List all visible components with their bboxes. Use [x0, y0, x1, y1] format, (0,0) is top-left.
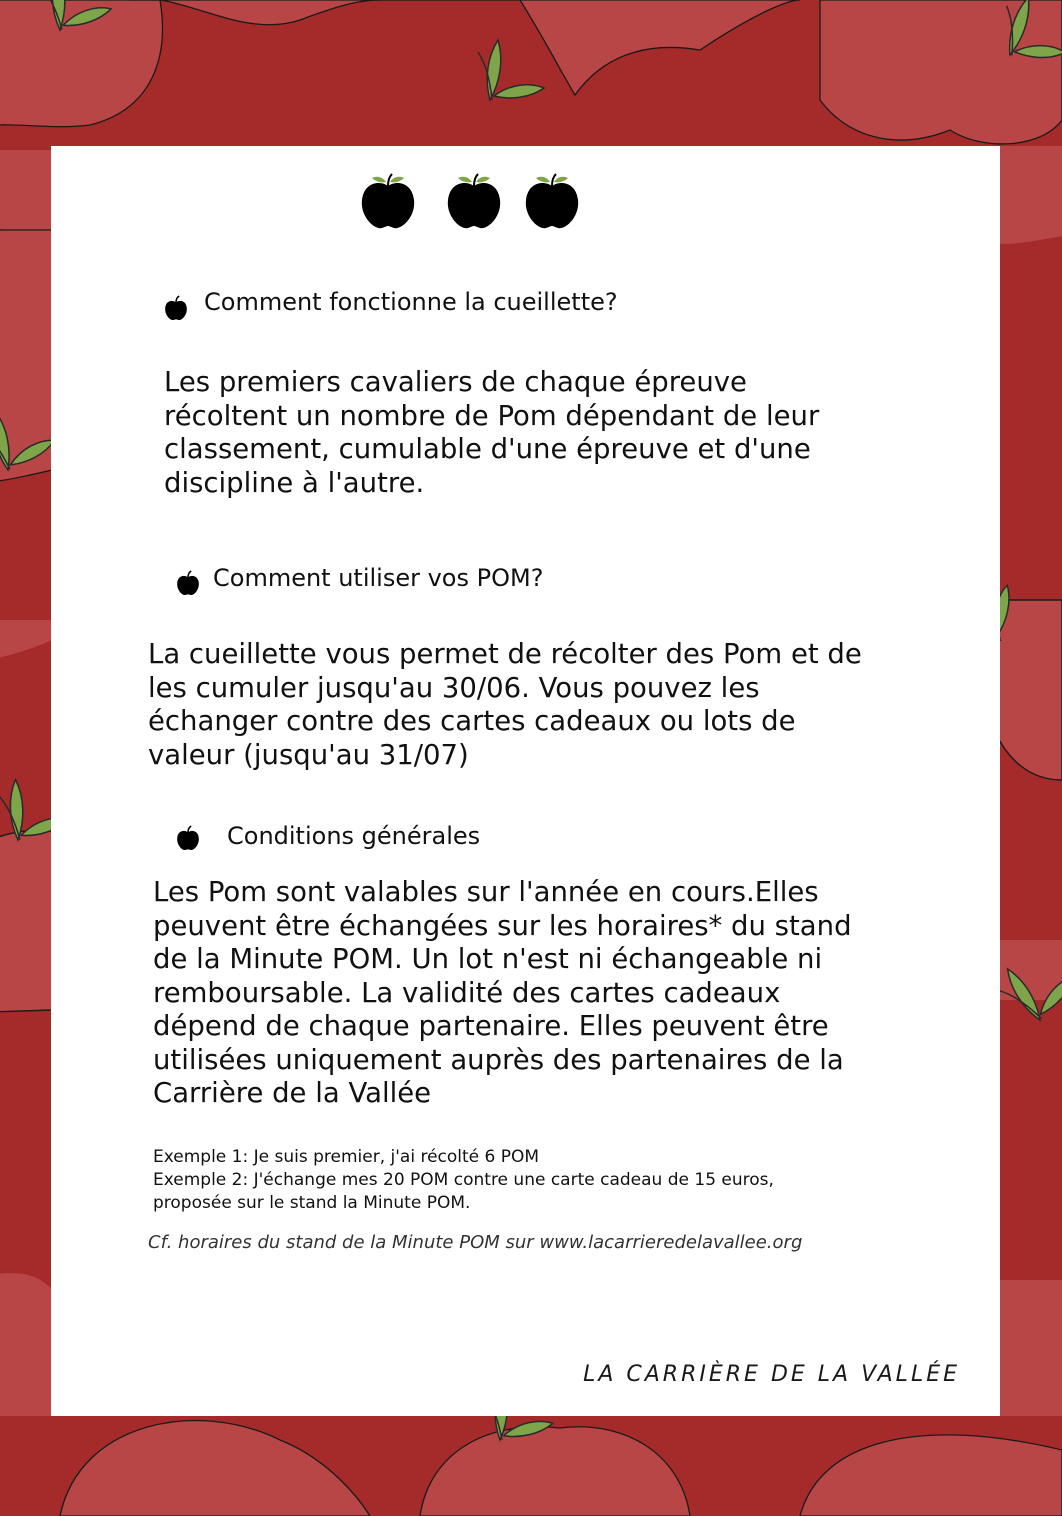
- example-line: Exemple 2: J'échange mes 20 POM contre une carte cadeau de 15 euros,: [153, 1170, 774, 1190]
- example-line: Exemple 1: Je suis premier, j'ai récolté 6 POM: [153, 1147, 540, 1167]
- apple-bullet-icon: [175, 825, 201, 851]
- section-text-cueillette: Les premiers cavaliers de chaque épreuve récoltent un nombre de Pom dépendant de leur classement, cumulable d'une épreuve et d'une discipline à l'autre.: [164, 366, 820, 499]
- schedule-note: Cf. horaires du stand de la Minute POM sur www.lacarrieredelavallee.org: [148, 1232, 803, 1253]
- examples-block: [153, 1146, 953, 1215]
- section-text-utiliser: La cueillette vous permet de récolter des Pom et de les cumuler jusqu'au 30/06. Vous pouvez les échanger contre des cartes cadeaux ou lots de valeur (jusqu'au 31/07): [148, 638, 862, 771]
- apple-icon: [448, 174, 500, 228]
- apple-icon-row: [360, 170, 584, 230]
- apple-icon: [362, 174, 414, 228]
- example-line: proposée sur le stand la Minute POM.: [153, 1193, 471, 1213]
- section-heading-cueillette: Comment fonctionne la cueillette?: [204, 288, 618, 316]
- apple-bullet-icon: [175, 570, 201, 596]
- section-text-conditions: Les Pom sont valables sur l'année en cours.Elles peuvent être échangées sur les horaires* du stand de la Minute POM. Un lot n'est ni échangeable ni remboursable. La validité des cartes cadeaux dépend de chaque partenaire. Elles peuvent être utilisées uniquement auprès des partenaires de la Carrière de la Vallée: [153, 876, 852, 1109]
- apple-bullet-icon: [163, 295, 189, 321]
- section-heading-conditions: Conditions générales: [227, 822, 481, 850]
- apple-icon: [526, 174, 578, 228]
- brand-name: LA CARRIÈRE DE LA VALLÉE: [583, 1362, 960, 1387]
- content-card: [51, 146, 1000, 1416]
- section-heading-utiliser: Comment utiliser vos POM?: [213, 564, 544, 592]
